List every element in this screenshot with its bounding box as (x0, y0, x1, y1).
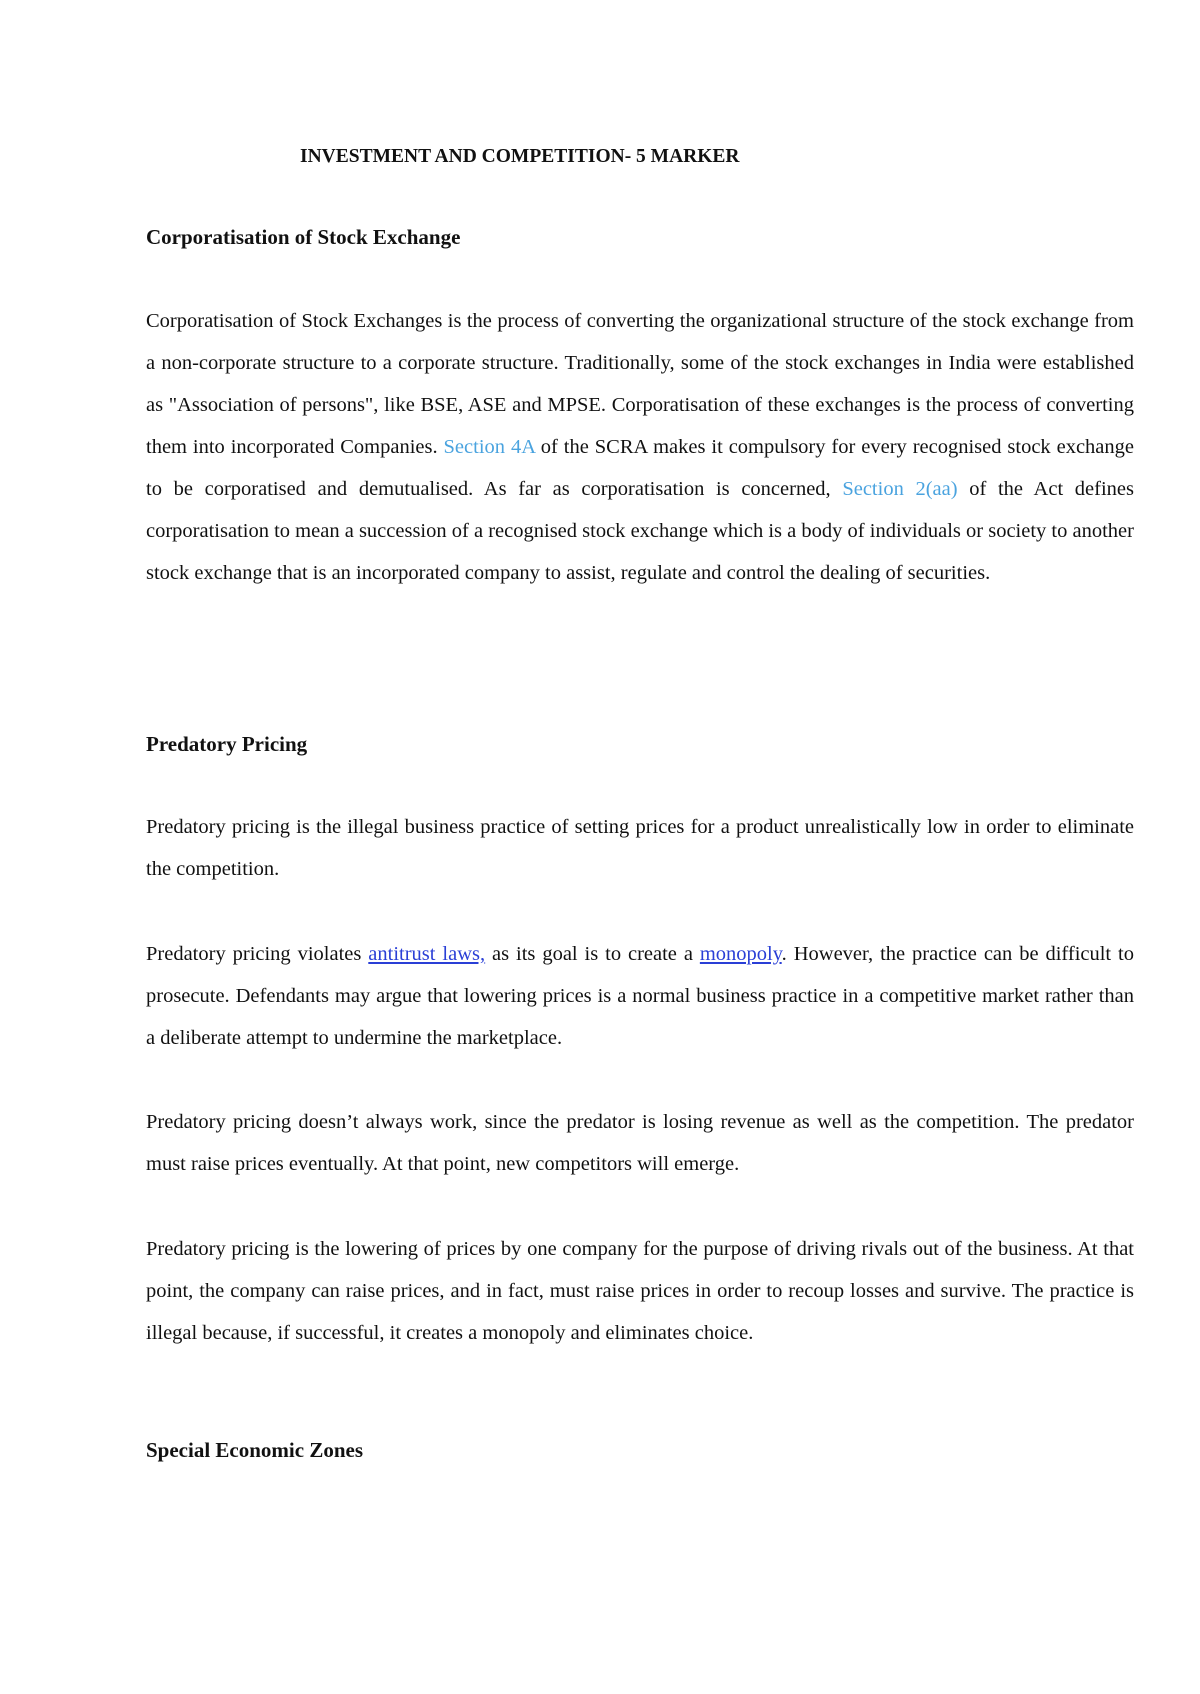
document-title: INVESTMENT AND COMPETITION- 5 MARKER (300, 146, 740, 167)
monopoly-link[interactable]: monopoly (699, 943, 782, 965)
paragraph-predatory-4: Predatory pricing is the lowering of prices by one company for the purpose of driving rivals out of the business. At that point, the company can raise prices, and in fact, must raise prices in order to recoup losses and survive. The practice is illegal because, if successful, it creates a monopoly and eliminates choice. (146, 1238, 1134, 1344)
section-4a-link[interactable]: Section 4A (443, 436, 535, 458)
antitrust-laws-link[interactable]: antitrust laws, (368, 943, 486, 965)
paragraph-predatory-2 (146, 933, 1134, 1059)
paragraph-text: as its goal is to create a (485, 943, 700, 965)
paragraph-predatory-1: Predatory pricing is the illegal business practice of setting prices for a product unrealistically low in order to eliminate the competition. (146, 816, 1134, 880)
paragraph-text: . However, the practice can be difficult to prosecute. Defendants may argue that lowering prices is a normal business practice in a competitive market rather than a deliberate attempt to undermine the marketplace. (146, 943, 1134, 1049)
paragraph-text: Corporatisation of Stock Exchanges is the process of converting the organizational structure of the stock exchange from a non-corporate structure to a corporate structure. Traditionally, some of the stock exchanges in India were established as "Association of persons", like BSE, ASE and MPSE. Corporatisation of these exchanges is the process of converting them into incorporated Companies. (146, 310, 1134, 458)
paragraph-text: of the SCRA makes it compulsory for every recognised stock exchange to be corporatised and demutualised. As far as corporatisation is concerned, (146, 436, 1134, 500)
paragraph-text: of the Act defines corporatisation to mean a succession of a recognised stock exchange which is a body of individuals or society to another stock exchange that is an incorporated company to assist, regulate and control the dealing of securities. (146, 478, 1134, 584)
section-2aa-link[interactable]: Section 2(aa) (842, 478, 958, 500)
heading-corporatisation: Corporatisation of Stock Exchange (146, 225, 461, 249)
heading-special-economic-zones: Special Economic Zones (146, 1438, 364, 1462)
paragraph-corporatisation (146, 300, 1134, 594)
heading-predatory-pricing: Predatory Pricing (146, 732, 308, 756)
paragraph-predatory-3: Predatory pricing doesn’t always work, since the predator is losing revenue as well as the competition. The predator must raise prices eventually. At that point, new competitors will emerge. (146, 1111, 1134, 1175)
paragraph-text: Predatory pricing violates (146, 943, 369, 965)
